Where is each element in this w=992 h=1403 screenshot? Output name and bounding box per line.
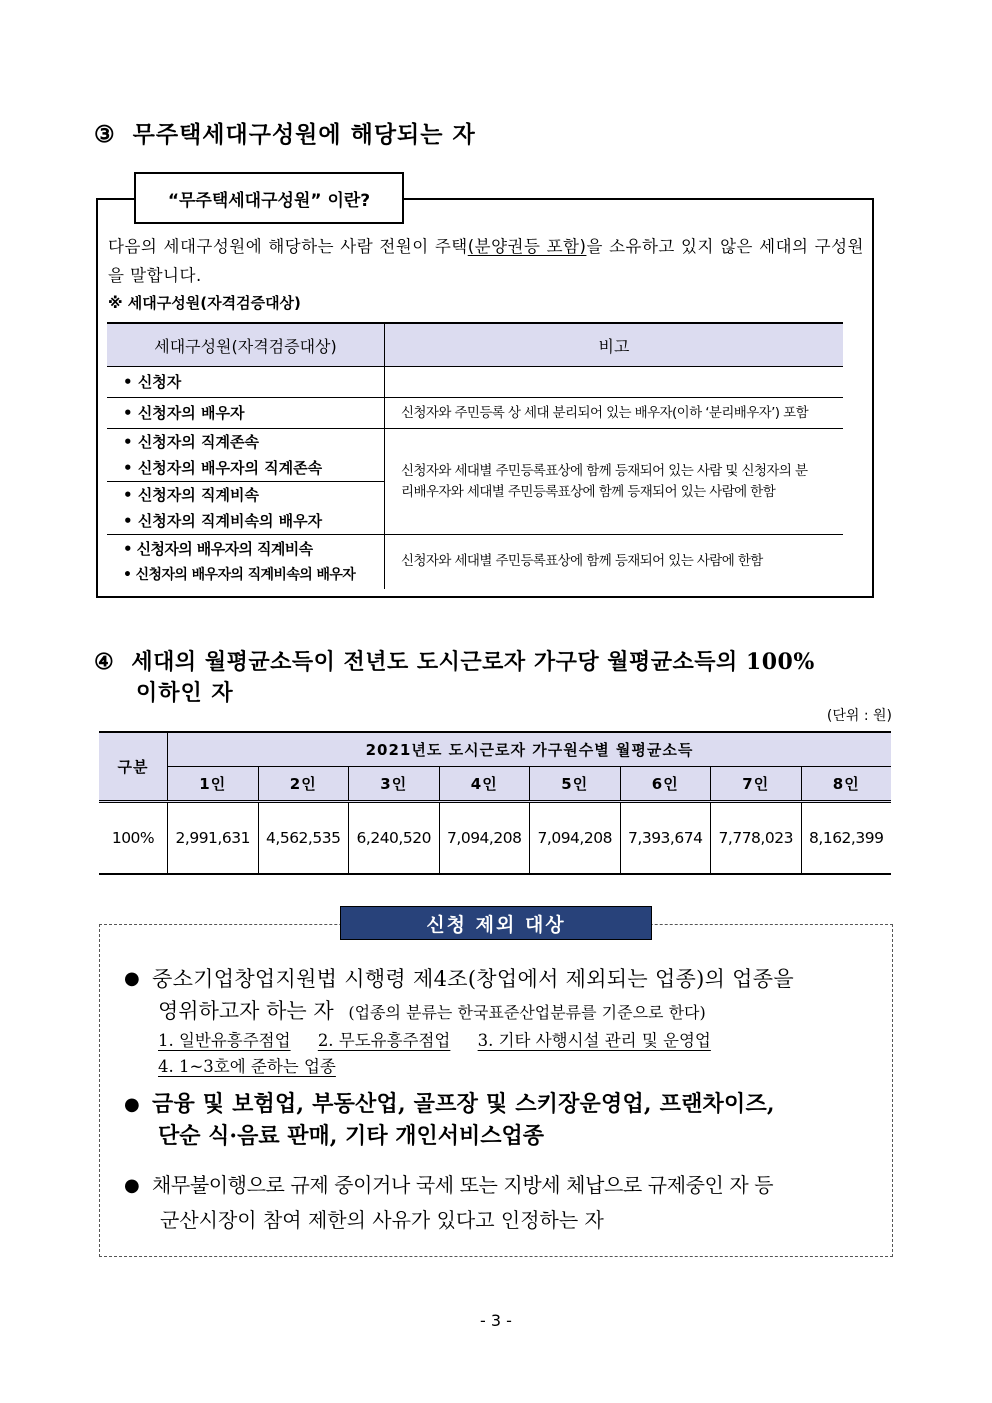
exclusion-item1-line2-main: 영위하고자 하는 자	[158, 999, 334, 1023]
section3-number: ③	[94, 121, 116, 148]
income-table	[99, 731, 891, 875]
remark-cell: 신청자와 주민등록 상 세대 분리되어 있는 배우자(이하 ‘분리배우자’) 포함	[385, 398, 844, 429]
member-item: • 신청자의 직계비속	[123, 482, 384, 508]
income-value: 7,094,208	[530, 802, 621, 875]
table-row	[107, 535, 843, 589]
member-item: • 신청자의 배우자의 직계존속	[123, 455, 384, 481]
row-label: 100%	[99, 802, 168, 875]
column-header: 5인	[530, 767, 621, 802]
income-value: 4,562,535	[258, 802, 349, 875]
member-item: • 신청자의 배우자	[123, 400, 384, 426]
column-header: 3인	[349, 767, 440, 802]
definition-text-before: 다음의 세대구성원에 해당하는 사람 전원이 주택	[108, 237, 468, 256]
page-number: - 3 -	[480, 1311, 512, 1330]
column-header: 2인	[258, 767, 349, 802]
member-item: • 신청자의 직계존속	[123, 429, 384, 455]
income-value: 7,393,674	[620, 802, 711, 875]
section4-title-line1: 세대의 월평균소득이 전년도 도시근로자 가구당 월평균소득의 100%	[131, 649, 815, 675]
row-header: 구분	[99, 732, 168, 802]
remark-header: 비고	[385, 323, 844, 367]
definition-text	[108, 232, 864, 290]
definition-text-after: 을 소유하고 있지 않은 세대의 구성원을 말합니다.	[108, 237, 864, 285]
definition-tab-title: “무주택세대구성원” 이란?	[134, 172, 404, 224]
definition-note: ※ 세대구성원(자격검증대상)	[108, 294, 301, 312]
table-row	[107, 367, 843, 398]
bullet-icon: ●	[124, 1175, 140, 1196]
exclusion-item2-line1: 금융 및 보험업, 부동산업, 골프장 및 스키장운영업, 프랜차이즈,	[152, 1091, 775, 1117]
bullet-icon: ●	[124, 968, 140, 989]
section4-title-line2: 이하인 자	[136, 680, 234, 706]
income-value: 6,240,520	[349, 802, 440, 875]
section4-number: ④	[94, 649, 115, 675]
exclusion-subitems-row1	[158, 1027, 733, 1051]
exclusion-item1-line2	[158, 995, 706, 1025]
exclusion-subitems-row2	[158, 1053, 358, 1077]
table-row	[99, 802, 891, 875]
remark-cell: 신청자와 세대별 주민등록표상에 함께 등재되어 있는 사람에 한함	[401, 553, 763, 570]
subitem: 3. 기타 사행시설 관리 및 운영업	[477, 1031, 711, 1050]
member-item: • 신청자의 배우자의 직계비속의 배우자	[123, 562, 384, 588]
exclusion-item1-note: (업종의 분류는 한국표준산업분류를 기준으로 한다)	[348, 1003, 706, 1022]
table-row	[107, 398, 843, 429]
member-item: • 신청자의 직계비속의 배우자	[123, 508, 384, 534]
exclusion-title: 신청 제외 대상	[340, 906, 652, 940]
group-header: 2021년도 도시근로자 가구원수별 월평균소득	[168, 732, 892, 767]
table-row	[107, 429, 843, 482]
exclusion-item3-line2: 군산시장이 참여 제한의 사유가 있다고 인정하는 자	[160, 1208, 604, 1232]
member-header: 세대구성원(자격검증대상)	[107, 323, 385, 367]
exclusion-item2-line2: 단순 식·음료 판매, 기타 개인서비스업종	[158, 1123, 544, 1149]
exclusion-item3-line1: 채무불이행으로 규제 중이거나 국세 또는 지방세 체납으로 규제중인 자 등	[152, 1173, 774, 1197]
section4-heading	[94, 645, 815, 676]
member-item: • 신청자의 배우자의 직계비속	[123, 536, 384, 562]
column-header: 8인	[801, 767, 891, 802]
income-value: 2,991,631	[168, 802, 259, 875]
remark-cell-merged: 신청자와 세대별 주민등록표상에 함께 등재되어 있는 사람 및 신청자의 분리배우자와 세대별 주민등록표상에 함께 등재되어 있는 사람에 한함	[385, 429, 844, 535]
exclusion-item1-line1: 중소기업창업지원법 시행령 제4조(창업에서 제외되는 업종)의 업종을	[152, 967, 794, 991]
member-item: • 신청자	[123, 369, 384, 395]
income-value: 8,162,399	[801, 802, 891, 875]
unit-label: (단위 : 원)	[826, 708, 892, 724]
column-header: 6인	[620, 767, 711, 802]
subitem: 1. 일반유흥주점업	[158, 1031, 291, 1050]
column-header: 7인	[711, 767, 802, 802]
column-header: 1인	[168, 767, 259, 802]
subitem: 4. 1~3호에 준하는 업종	[158, 1057, 336, 1076]
column-header: 4인	[439, 767, 530, 802]
subitem: 2. 무도유흥주점업	[317, 1031, 451, 1050]
household-member-table	[107, 322, 843, 589]
section3-heading	[94, 116, 476, 149]
section3-title: 무주택세대구성원에 해당되는 자	[132, 121, 476, 148]
income-value: 7,094,208	[439, 802, 530, 875]
definition-text-underlined: (분양권등 포함)	[467, 237, 587, 256]
bullet-icon: ●	[124, 1094, 140, 1115]
income-value: 7,778,023	[711, 802, 802, 875]
remark-cell	[385, 367, 844, 398]
